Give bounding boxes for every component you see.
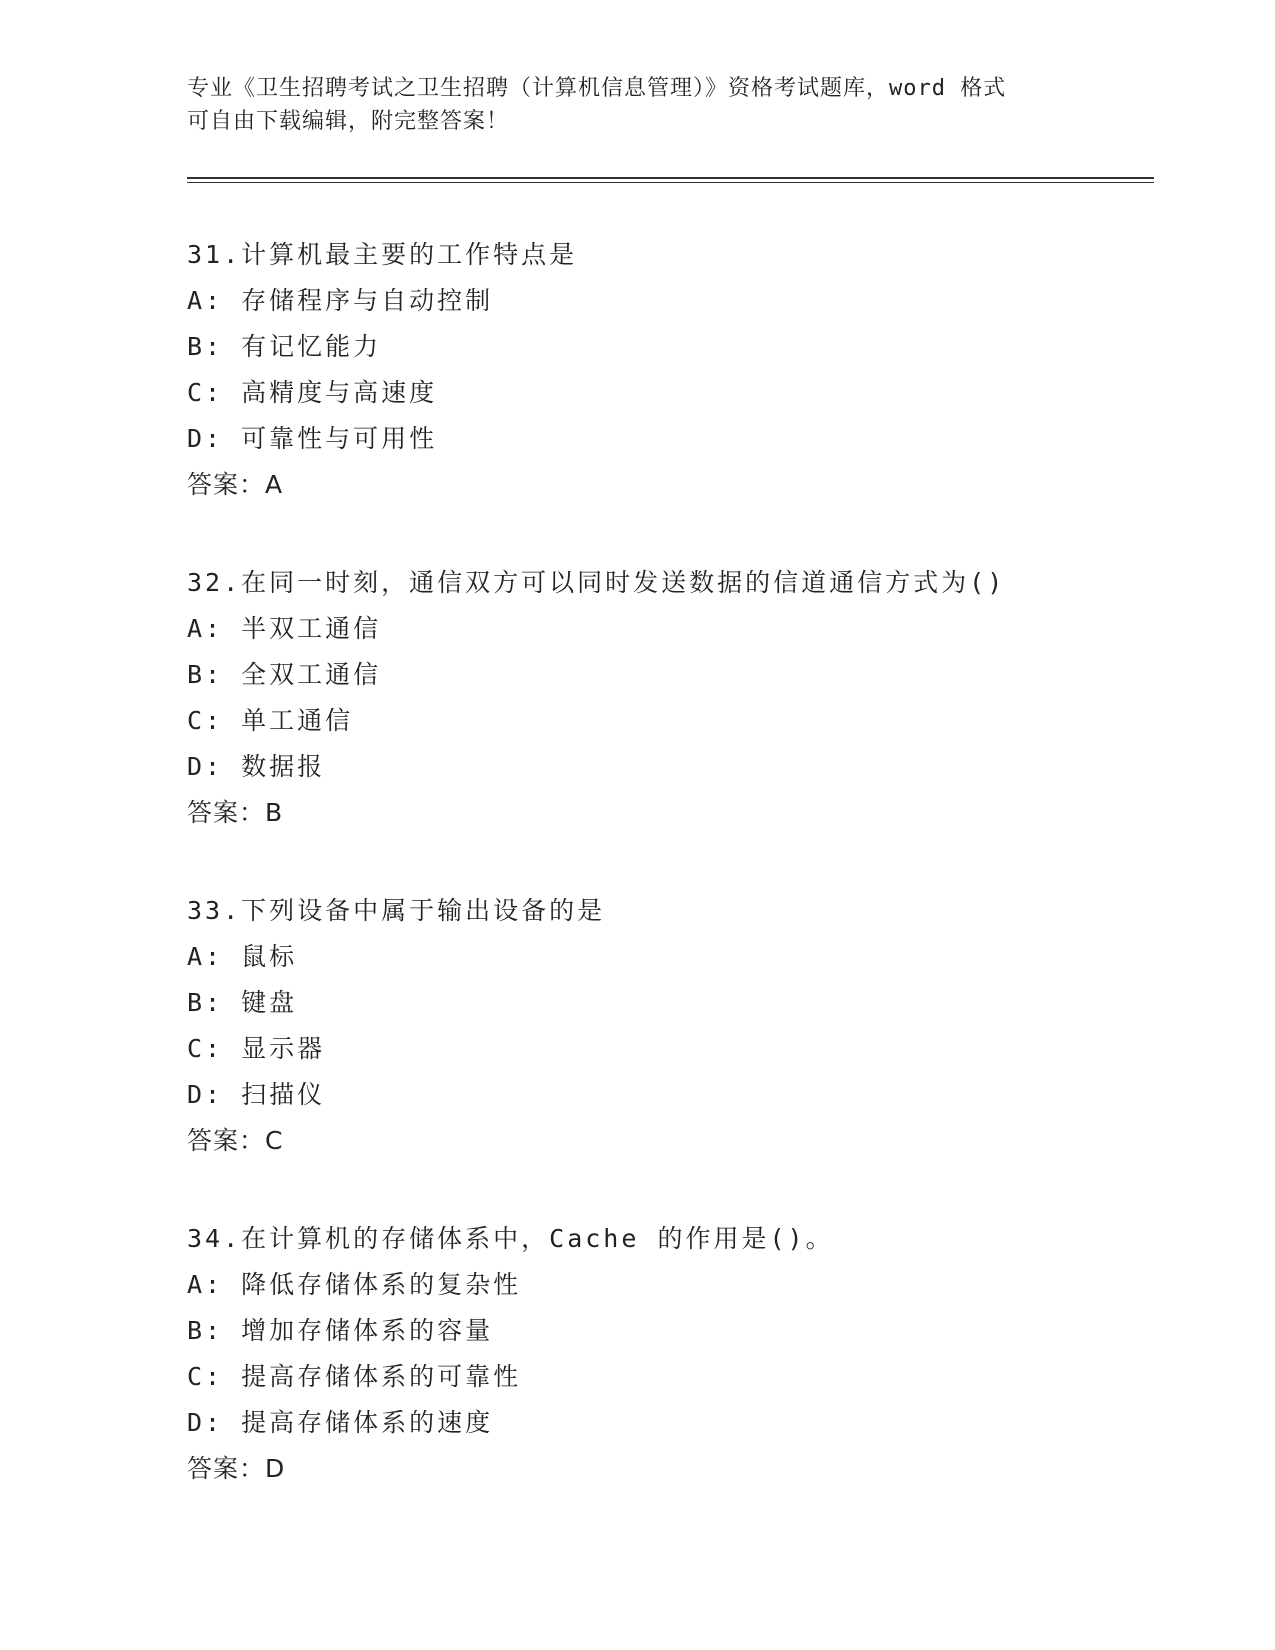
- option-b: B: 有记忆能力: [187, 332, 382, 361]
- question-stem: 34.在计算机的存储体系中，Cache 的作用是()。: [187, 1224, 834, 1253]
- header-divider-thick: [187, 177, 1154, 179]
- answer: 答案：C: [187, 1126, 284, 1155]
- question-33: [187, 888, 1187, 1164]
- answer: 答案：B: [187, 798, 284, 827]
- option-a: A: 半双工通信: [187, 614, 382, 643]
- option-a: A: 鼠标: [187, 942, 298, 971]
- option-c: C: 提高存储体系的可靠性: [187, 1362, 522, 1391]
- answer: 答案：A: [187, 470, 284, 499]
- option-d: D: 扫描仪: [187, 1080, 326, 1109]
- option-b: B: 全双工通信: [187, 660, 382, 689]
- answer: 答案：D: [187, 1454, 286, 1483]
- option-b: B: 增加存储体系的容量: [187, 1316, 494, 1345]
- option-c: C: 显示器: [187, 1034, 326, 1063]
- option-c: C: 高精度与高速度: [187, 378, 438, 407]
- option-b: B: 键盘: [187, 988, 298, 1017]
- option-a: A: 存储程序与自动控制: [187, 286, 494, 315]
- question-stem: 33.下列设备中属于输出设备的是: [187, 896, 606, 925]
- option-c: C: 单工通信: [187, 706, 354, 735]
- header-line-2: 可自由下载编辑，附完整答案！: [187, 109, 510, 134]
- option-d: D: 可靠性与可用性: [187, 424, 438, 453]
- option-d: D: 提高存储体系的速度: [187, 1408, 494, 1437]
- question-32: [187, 560, 1187, 836]
- option-a: A: 降低存储体系的复杂性: [187, 1270, 522, 1299]
- question-31: [187, 232, 1187, 508]
- question-stem: 31.计算机最主要的工作特点是: [187, 240, 578, 269]
- question-34: [187, 1216, 1187, 1492]
- question-list: [187, 232, 1187, 1544]
- question-stem: 32.在同一时刻，通信双方可以同时发送数据的信道通信方式为(): [187, 568, 1006, 597]
- document-header: [187, 72, 1087, 138]
- header-line-1: 专业《卫生招聘考试之卫生招聘（计算机信息管理）》资格考试题库，word 格式: [187, 76, 1007, 101]
- option-d: D: 数据报: [187, 752, 326, 781]
- header-divider-thin: [187, 182, 1154, 183]
